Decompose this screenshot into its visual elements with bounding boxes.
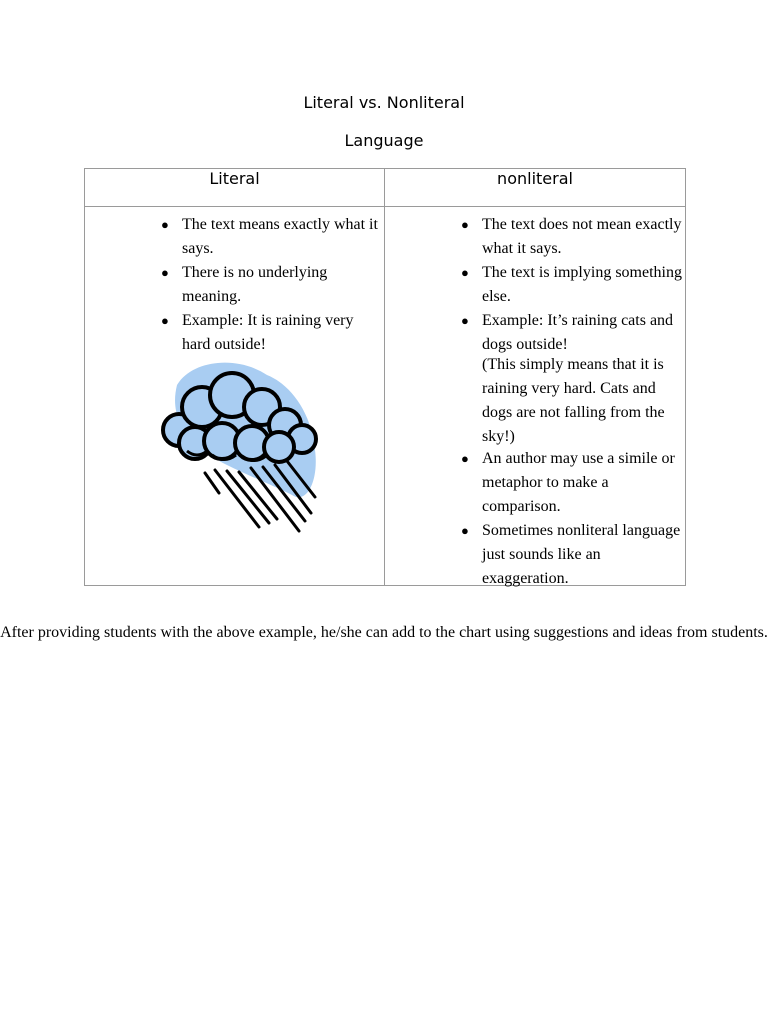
bullet-icon: ● <box>461 265 469 280</box>
list-item: ● Sometimes nonliteral language just sounds like an exaggeration. <box>461 519 685 591</box>
chart-header-row <box>85 169 686 207</box>
literal-cell <box>85 207 385 586</box>
bullet-icon: ● <box>461 523 469 538</box>
bullet-icon: ● <box>161 265 169 280</box>
document-title-line-1: Literal vs. Nonliteral <box>303 93 465 112</box>
nonliteral-cell <box>385 207 686 586</box>
rain-cloud-icon <box>157 355 327 535</box>
nonliteral-column-header: nonliteral <box>385 169 686 207</box>
bullet-icon: ● <box>461 217 469 232</box>
bullet-icon: ● <box>461 451 469 466</box>
list-item: ● Example: It is raining very hard outside! <box>161 309 383 357</box>
bullet-icon: ● <box>461 313 469 328</box>
footer-paragraph: After providing students with the above example, he/she can add to the chart using suggestions and ideas from students. <box>0 624 768 641</box>
list-item: ● The text is implying something else. <box>461 261 685 309</box>
bullet-icon: ● <box>161 217 169 232</box>
nonliteral-bullet-list <box>461 213 685 591</box>
chart-body-row <box>85 207 686 586</box>
document-title-line-2: Language <box>344 131 424 150</box>
list-item: ● Example: It’s raining cats and dogs outside! <box>461 309 685 357</box>
bullet-icon: ● <box>161 313 169 328</box>
list-item: ● The text means exactly what it says. <box>161 213 383 261</box>
literal-nonliteral-chart <box>84 168 686 586</box>
literal-column-header: Literal <box>85 169 385 207</box>
nonliteral-note: (This simply means that it is raining very hard. Cats and dogs are not falling from the sky!) <box>482 356 665 445</box>
list-item: ● There is no underlying meaning. <box>161 261 383 309</box>
literal-bullet-list <box>161 213 383 357</box>
list-item: ● An author may use a simile or metaphor to make a comparison. <box>461 447 685 519</box>
list-item: ● The text does not mean exactly what it says. <box>461 213 685 261</box>
